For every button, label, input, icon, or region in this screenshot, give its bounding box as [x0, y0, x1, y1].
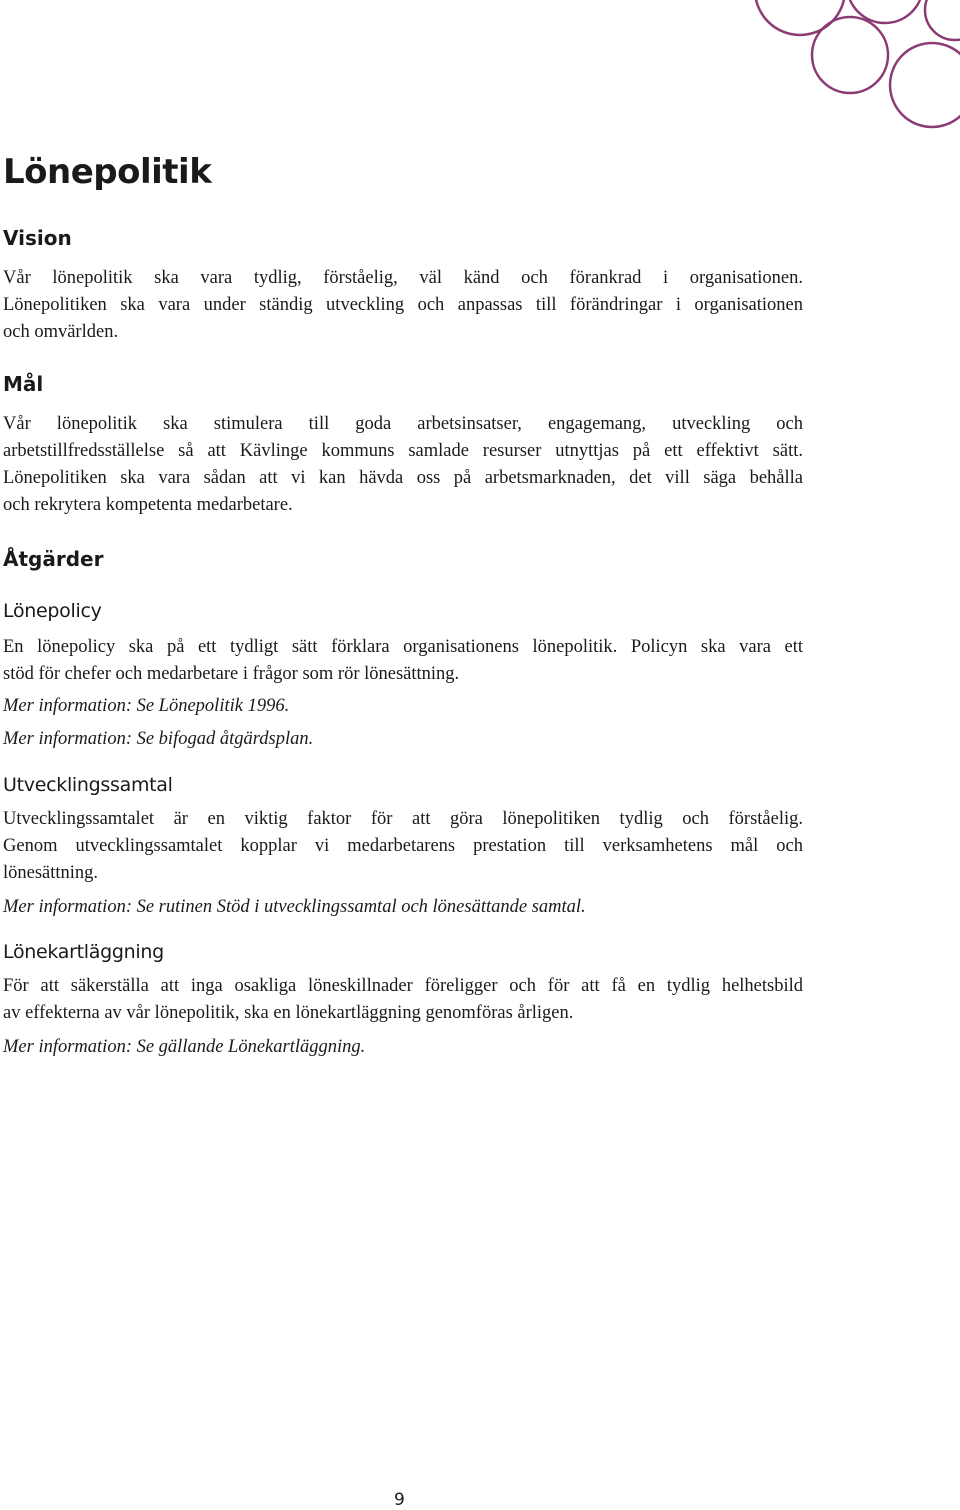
- decorative-circle: [925, 0, 960, 40]
- lonekartlaggning-heading: Lönekartläggning: [3, 941, 164, 963]
- more-info-note: Mer information: Se bifogad åtgärdsplan.: [3, 729, 314, 749]
- mal-paragraph: [3, 411, 803, 519]
- text-line: av effekterna av vår lönepolitik, ska en lönekartläggning genomföras årligen.: [3, 1003, 574, 1023]
- text-line: lönesättning.: [3, 863, 99, 883]
- more-info-note: Mer information: Se gällande Lönekartläggning.: [3, 1037, 366, 1057]
- text-line: och rekrytera kompetenta medarbetare.: [3, 495, 293, 515]
- vision-paragraph: [3, 265, 803, 346]
- decorative-circle: [755, 0, 845, 35]
- text-line: Vår lönepolitik ska stimulera till goda arbetsinsatser, engagemang, utveckling och: [3, 414, 803, 434]
- mal-heading: Mål: [3, 372, 44, 396]
- text-line: Utvecklingssamtalet är en viktig faktor för att göra lönepolitiken tydlig och förståelig.: [3, 809, 803, 829]
- atgarder-heading: Åtgärder: [3, 547, 104, 571]
- text-line: stöd för chefer och medarbetare i frågor som rör lönesättning.: [3, 664, 460, 684]
- more-info-note: Mer information: Se rutinen Stöd i utvecklingssamtal och lönesättande samtal.: [3, 897, 586, 917]
- decorative-circle: [812, 17, 888, 93]
- text-line: Lönepolitiken ska vara under ständig utveckling och anpassas till förändringar i organisationen: [3, 295, 803, 315]
- decorative-circle: [847, 0, 923, 23]
- utvecklingssamtal-paragraph: [3, 806, 803, 887]
- vision-heading: Vision: [3, 226, 72, 250]
- text-line: Vår lönepolitik ska vara tydlig, förståelig, väl känd och förankrad i organisationen.: [3, 268, 803, 288]
- text-line: och omvärlden.: [3, 322, 119, 342]
- text-line: En lönepolicy ska på ett tydligt sätt förklara organisationens lönepolitik. Policyn ska vara ett: [3, 637, 803, 657]
- text-line: Genom utvecklingssamtalet kopplar vi medarbetarens prestation till verksamhetens mål och: [3, 836, 803, 856]
- lonekartlaggning-paragraph: [3, 973, 803, 1027]
- page-title: Lönepolitik: [3, 152, 212, 192]
- lonepolicy-heading: Lönepolicy: [3, 600, 102, 622]
- utvecklingssamtal-heading: Utvecklingssamtal: [3, 774, 173, 796]
- decorative-circle: [890, 43, 960, 127]
- more-info-note: Mer information: Se Lönepolitik 1996.: [3, 696, 290, 716]
- text-line: arbetstillfredsställelse så att Kävlinge kommuns samlade resurser utnyttjas på ett effektivt sätt.: [3, 441, 803, 461]
- text-line: För att säkerställa att inga osakliga löneskillnader föreligger och för att få en tydlig helhetsbild: [3, 976, 803, 996]
- page-number: 9: [394, 1490, 405, 1510]
- text-line: Lönepolitiken ska vara sådan att vi kan hävda oss på arbetsmarknaden, det vill säga behålla: [3, 468, 803, 488]
- decorative-circles: [700, 0, 960, 140]
- lonepolicy-paragraph: [3, 634, 803, 688]
